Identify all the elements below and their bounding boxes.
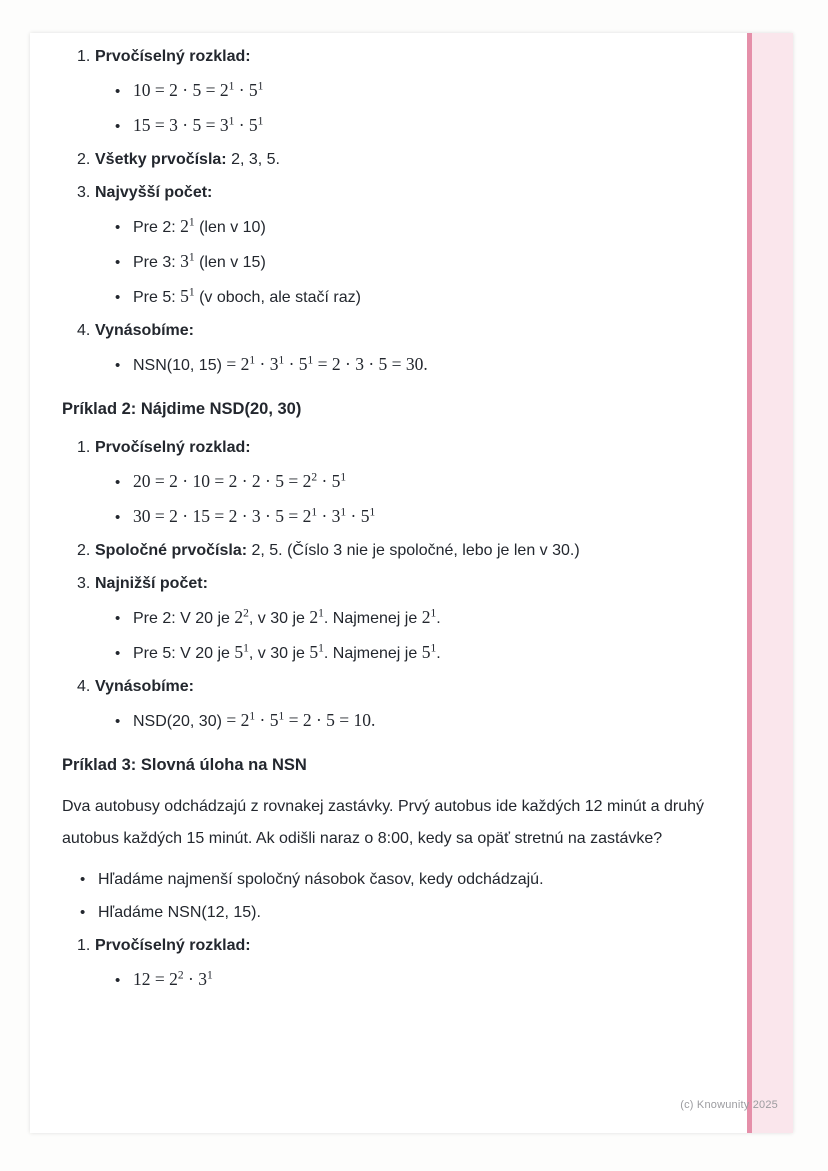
text-segment: Hľadáme NSN(12, 15).	[98, 904, 261, 921]
list-item	[62, 44, 704, 70]
list-item	[62, 604, 704, 632]
line-text	[95, 435, 251, 461]
list-number: 3.	[77, 575, 91, 592]
list-item	[62, 900, 704, 926]
math-segment: 1	[430, 607, 437, 620]
math-segment: 1	[307, 354, 314, 367]
math-segment: 1	[188, 286, 195, 299]
list-item	[62, 318, 704, 344]
math-segment: 1	[340, 471, 347, 484]
math-segment: · 3	[255, 354, 279, 374]
math-segment: 2	[180, 216, 189, 236]
list-item	[62, 707, 704, 735]
text-segment: Príklad 2: Nájdime NSD(20, 30)	[62, 400, 302, 418]
list-item	[62, 867, 704, 893]
math-segment: 1	[257, 115, 264, 128]
line-text	[98, 867, 544, 893]
math-segment: 1	[257, 80, 264, 93]
math-segment: 1	[430, 642, 437, 655]
math-segment: 30 = 2 · 15 = 2 · 3 · 5 = 2	[133, 506, 312, 526]
text-segment: 2, 5. (Číslo 3 nie je spoločné, lebo je len v 30.)	[247, 542, 580, 559]
math-segment: 5	[234, 642, 244, 662]
text-segment: Dva autobusy odchádzajú z rovnakej zastávky. Prvý autobus ide každých 12 minút a druhý autobus každých 15 minút. Ak odišli naraz o 8:00, kedy sa opäť stretnú na zastávke?	[62, 798, 704, 847]
math-segment: 1	[249, 710, 256, 723]
line-text	[95, 674, 194, 700]
bullet-icon: •	[115, 83, 121, 100]
text-segment: Spoločné prvočísla:	[95, 542, 248, 559]
line-text	[133, 77, 263, 105]
list-number: 4.	[77, 322, 91, 339]
math-segment: · 5	[234, 80, 258, 100]
bullet-icon: •	[115, 289, 121, 306]
text-segment: Pre 5:	[133, 289, 181, 306]
math-segment: 1	[228, 115, 235, 128]
math-segment: 1	[228, 80, 235, 93]
text-segment: Prvočíselný rozklad:	[95, 48, 251, 65]
line-text	[133, 468, 346, 496]
text-segment: Prvočíselný rozklad:	[95, 439, 251, 456]
list-item	[62, 639, 704, 667]
math-segment: 1	[278, 354, 285, 367]
list-item	[62, 503, 704, 531]
math-segment: 1	[369, 506, 376, 519]
math-segment: · 3	[317, 506, 341, 526]
text-segment: .	[436, 610, 441, 627]
text-segment: (len v 15)	[194, 254, 266, 271]
bullet-icon: •	[115, 713, 121, 730]
math-segment: · 5	[255, 710, 279, 730]
math-segment: 15 = 3 · 5 = 3	[133, 115, 229, 135]
text-segment: Prvočíselný rozklad:	[95, 937, 251, 954]
math-segment: = 2	[226, 710, 250, 730]
text-segment: 2, 3, 5.	[226, 151, 280, 168]
line-text	[95, 180, 212, 206]
text-segment: Všetky prvočísla:	[95, 151, 227, 168]
line-text	[133, 707, 375, 735]
math-segment: = 2	[226, 354, 250, 374]
line-text	[133, 503, 375, 531]
list-number: 4.	[77, 678, 91, 695]
line-text	[133, 248, 266, 276]
text-segment: (len v 10)	[194, 219, 266, 236]
list-item	[62, 283, 704, 311]
text-segment: Hľadáme najmenší spoločný násobok časov, kedy odchádzajú.	[98, 871, 544, 888]
text-segment: NSN(10, 15)	[133, 357, 227, 374]
bullet-icon: •	[115, 357, 121, 374]
text-segment: Pre 5: V 20 je	[133, 645, 235, 662]
math-segment: · 5	[234, 115, 258, 135]
list-item	[62, 435, 704, 461]
math-segment: 12 = 2	[133, 969, 178, 989]
text-segment: , v 30 je	[248, 645, 310, 662]
list-number: 1.	[77, 439, 91, 456]
text-segment: (v oboch, ale stačí raz)	[194, 289, 361, 306]
page-card	[30, 33, 793, 1133]
math-segment: 1	[278, 710, 285, 723]
list-item	[62, 248, 704, 276]
list-item	[62, 966, 704, 994]
math-segment: 5	[180, 286, 189, 306]
math-segment: 2	[243, 607, 249, 620]
list-item	[62, 538, 704, 564]
watermark: (c) Knowunity 2025	[680, 1099, 778, 1111]
math-segment: · 3	[183, 969, 207, 989]
list-number: 1.	[77, 48, 91, 65]
text-segment: Pre 3:	[133, 254, 181, 271]
math-segment: 1	[340, 506, 347, 519]
text-segment: Vynásobíme:	[95, 678, 194, 695]
text-segment: Najnižší počet:	[95, 575, 208, 592]
text-segment: Pre 2: V 20 je	[133, 610, 235, 627]
math-segment: 5	[309, 642, 319, 662]
bullet-icon: •	[115, 219, 121, 236]
math-segment: 2	[311, 471, 318, 484]
text-segment: Najvyšší počet:	[95, 184, 213, 201]
line-text	[62, 400, 301, 418]
bullet-icon: •	[115, 645, 121, 662]
math-segment: 20 = 2 · 10 = 2 · 2 · 5 = 2	[133, 471, 312, 491]
line-text	[95, 571, 208, 597]
bullet-icon: •	[115, 474, 121, 491]
line-text	[133, 966, 213, 994]
pink-stripe	[747, 33, 793, 1133]
text-segment: . Najmenej je	[323, 610, 422, 627]
math-segment: 1	[311, 506, 318, 519]
list-item	[62, 147, 704, 173]
text-segment: Vynásobíme:	[95, 322, 194, 339]
math-segment: · 5	[346, 506, 370, 526]
line-text	[133, 639, 441, 667]
math-segment: = 2 · 5 = 10.	[284, 710, 376, 730]
line-text	[133, 604, 441, 632]
line-text	[133, 283, 361, 311]
math-segment: 3	[180, 251, 189, 271]
list-item	[62, 77, 704, 105]
math-segment: 1	[318, 642, 324, 655]
page-content	[62, 37, 704, 1001]
math-segment: 1	[249, 354, 256, 367]
line-text	[95, 147, 280, 173]
math-segment: 1	[188, 251, 195, 264]
math-segment: · 5	[284, 354, 308, 374]
list-item	[62, 468, 704, 496]
line-text	[95, 538, 580, 564]
math-segment: 1	[188, 216, 195, 229]
math-segment: 2	[421, 607, 431, 627]
bullet-icon: •	[80, 904, 86, 921]
list-item	[62, 112, 704, 140]
bullet-icon: •	[115, 972, 121, 989]
math-segment: 10 = 2 · 5 = 2	[133, 80, 229, 100]
bullet-icon: •	[115, 509, 121, 526]
list-item	[62, 351, 704, 379]
math-segment: 2	[234, 607, 244, 627]
bullet-icon: •	[115, 610, 121, 627]
list-item	[62, 180, 704, 206]
line-text	[95, 318, 194, 344]
math-segment: 1	[318, 607, 324, 620]
math-segment: 5	[421, 642, 431, 662]
list-number: 2.	[77, 151, 91, 168]
line-text	[62, 798, 704, 847]
list-item	[62, 213, 704, 241]
line-text	[98, 900, 261, 926]
math-segment: 2	[309, 607, 319, 627]
text-segment: . Najmenej je	[323, 645, 422, 662]
line-text	[95, 933, 251, 959]
list-number: 1.	[77, 937, 91, 954]
section-heading	[62, 752, 704, 778]
math-segment: · 5	[317, 471, 341, 491]
text-segment: .	[436, 645, 441, 662]
line-text	[133, 213, 266, 241]
math-segment: = 2 · 3 · 5 = 30.	[313, 354, 428, 374]
math-segment: 2	[177, 969, 184, 982]
math-segment: 1	[243, 642, 249, 655]
text-segment: Pre 2:	[133, 219, 181, 236]
list-item	[62, 933, 704, 959]
line-text	[133, 112, 263, 140]
text-segment: NSD(20, 30)	[133, 713, 227, 730]
list-number: 3.	[77, 184, 91, 201]
text-segment: , v 30 je	[248, 610, 310, 627]
list-item	[62, 674, 704, 700]
line-text	[62, 756, 307, 774]
bullet-icon: •	[80, 871, 86, 888]
line-text	[95, 44, 251, 70]
paragraph	[62, 791, 704, 855]
math-segment: 1	[206, 969, 213, 982]
line-text	[133, 351, 428, 379]
text-segment: Príklad 3: Slovná úloha na NSN	[62, 756, 307, 774]
list-number: 2.	[77, 542, 91, 559]
section-heading	[62, 396, 704, 422]
list-item	[62, 571, 704, 597]
bullet-icon: •	[115, 118, 121, 135]
bullet-icon: •	[115, 254, 121, 271]
